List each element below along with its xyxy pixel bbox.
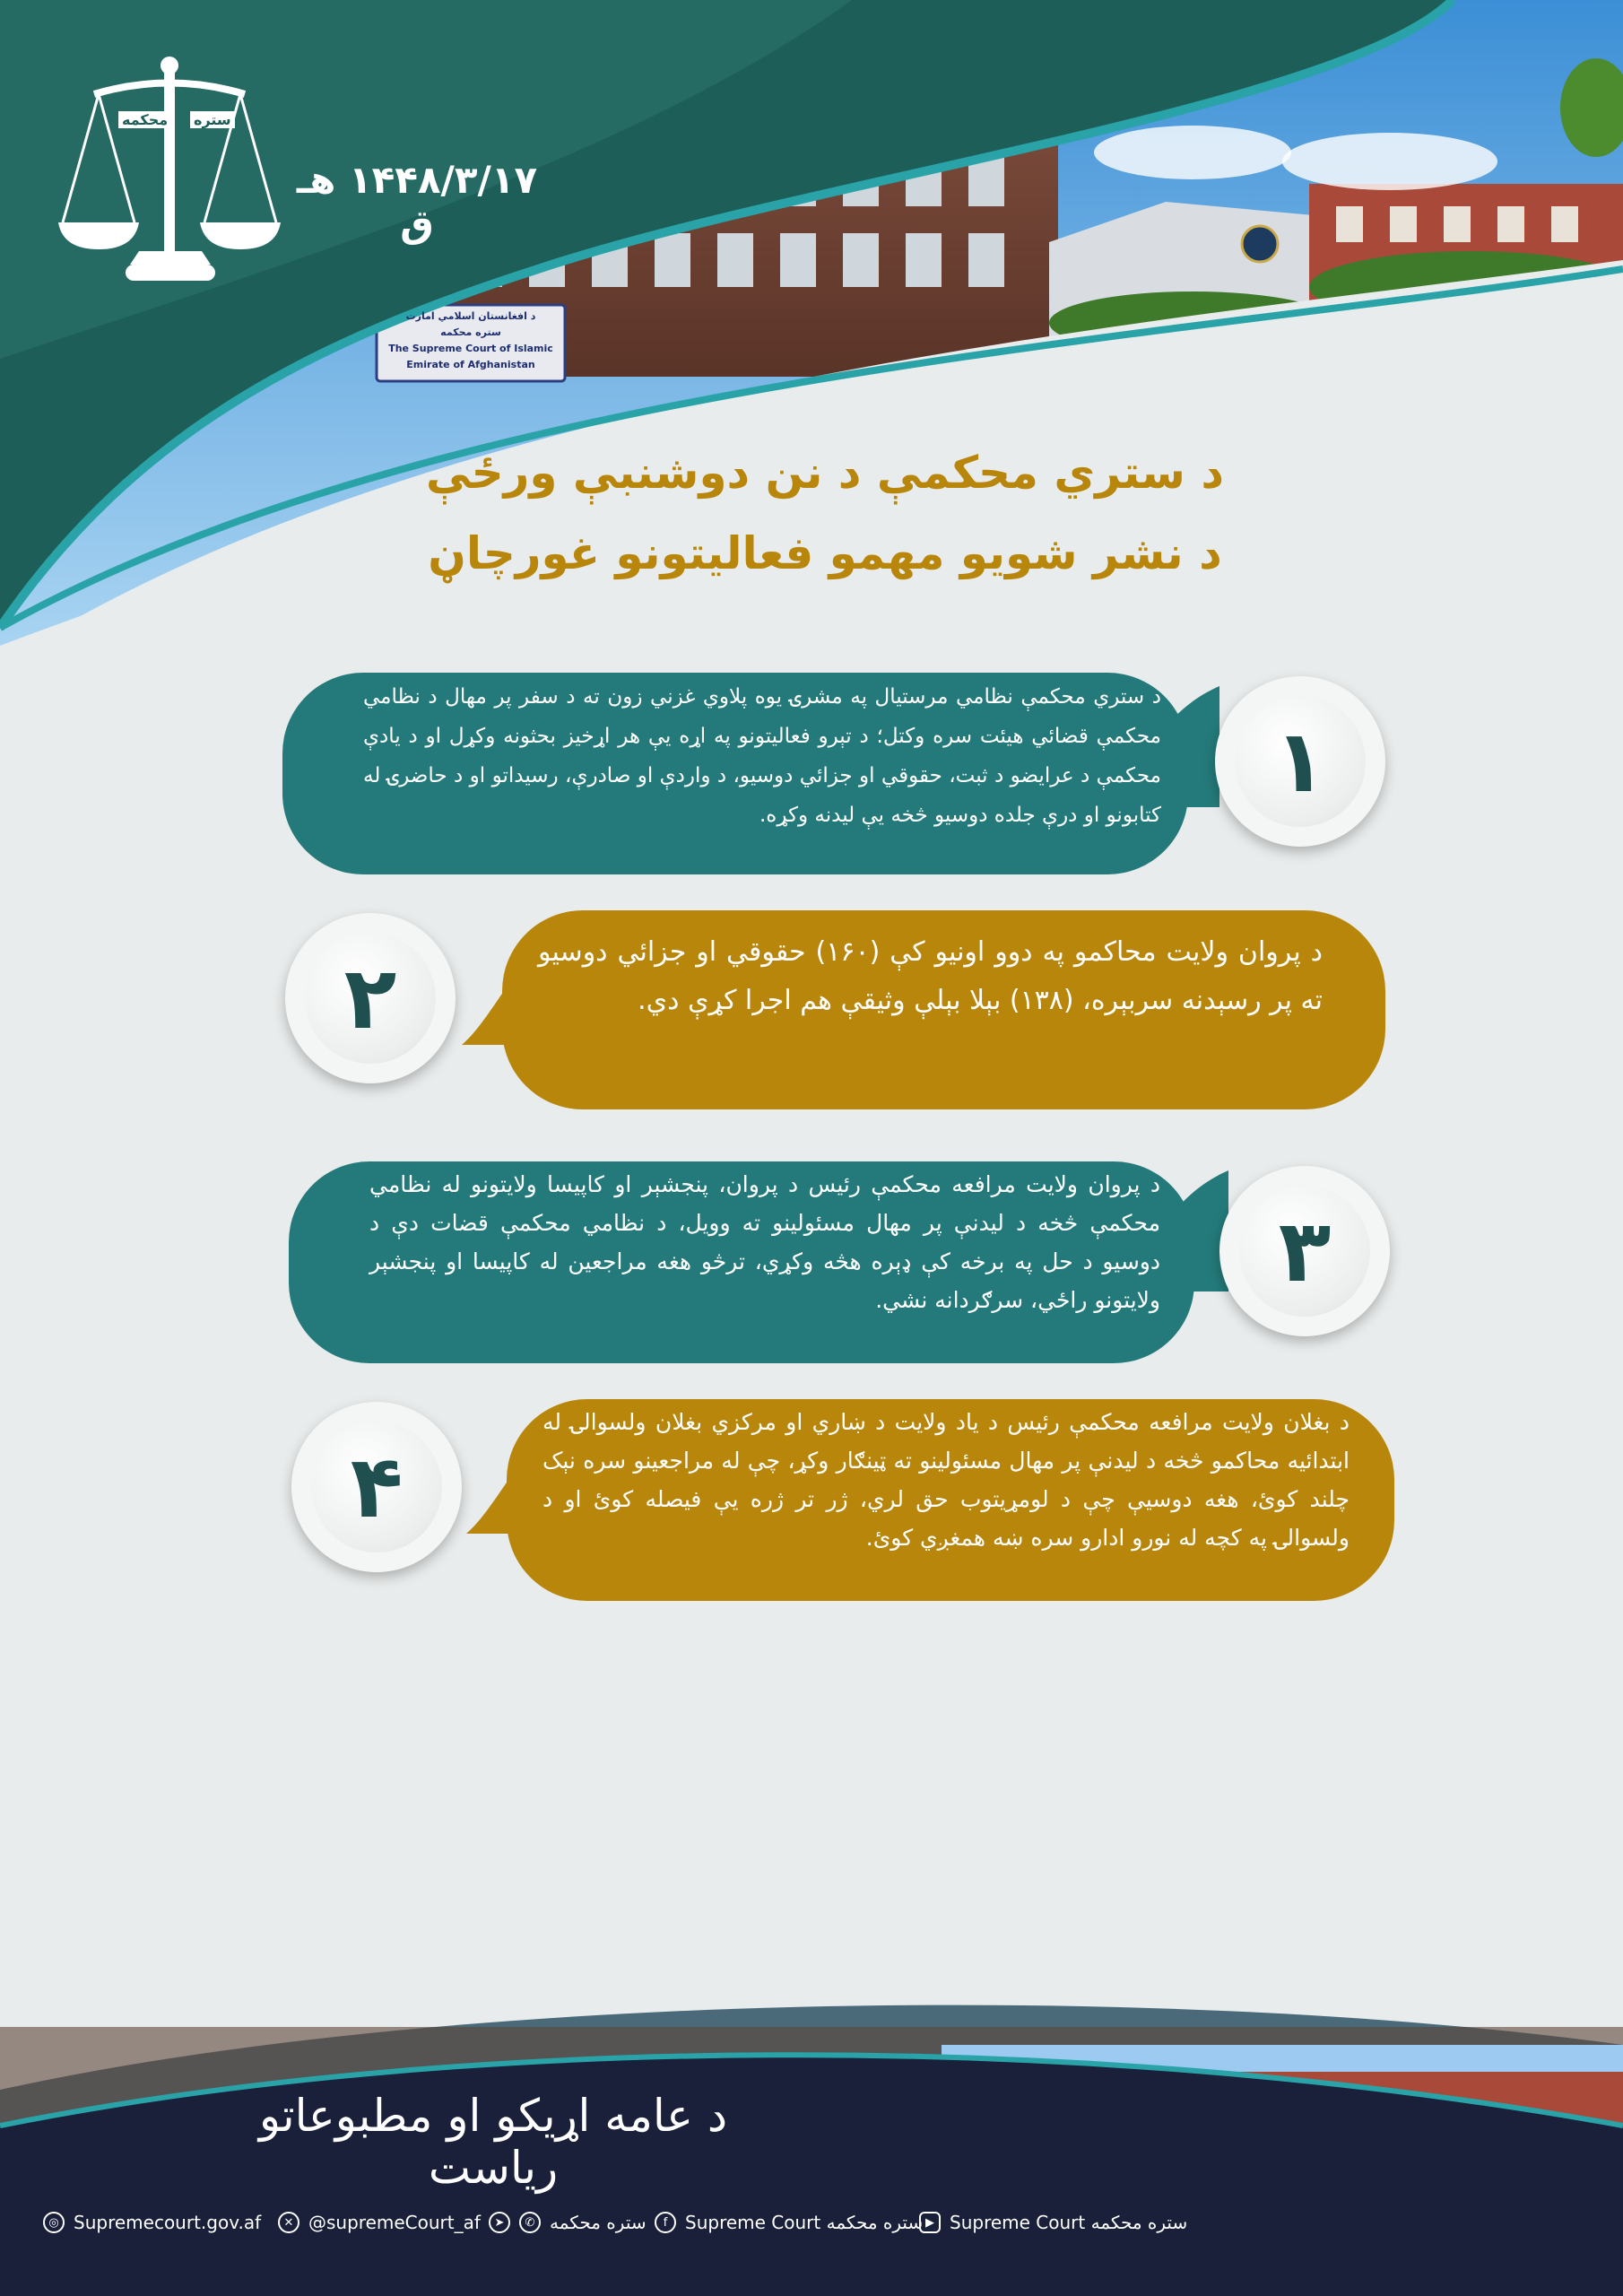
x-link[interactable] [278,2206,481,2239]
number-label: ۱ [1235,696,1366,827]
youtube-icon: ▶ [919,2212,941,2233]
sign-line: Emirate of Afghanistan [406,359,535,370]
facebook-link[interactable] [655,2206,923,2239]
number-label: ۲ [305,933,436,1064]
department-calligraphy: د عامه اړیکو او مطبوعاتو ریاست [258,2090,728,2194]
logo-label-right: ستره [190,111,235,128]
news-item-1 [282,673,1188,874]
facebook-text: Supreme Court ستره محکمه [685,2212,924,2233]
sign-line: ستره محکمه [440,326,501,338]
website-text: Supremecourt.gov.af [74,2212,262,2233]
globe-icon: ◎ [43,2212,65,2233]
logo-label-left: محکمه [118,111,171,128]
footer-links [36,2206,1202,2239]
page-title-line-2: د نشر شویو مهمو فعالیتونو غورچاڼ [428,527,1222,579]
news-item-text: د بغلان ولایت مرافعه محکمې رئیس د یاد ولایت د ښاري او مرکزي بغلان ولسوالۍ له ابتدائیه محاکمو څخه د لیدنې پر مهال مسئولینو ته ټینګار وکړ، چې له مراجعینو سره نېک چلند کوئ، هغه دوسیې چې د لومړیتوب حق لري، ژر تر ژره یې فیصله کوئ او د ولسوالۍ په کچه له نورو ادارو سره ښه همغږي کوئ. [542,1409,1350,1551]
x-handle-text: @supremeCourt_af [308,2212,481,2233]
number-badge-2 [285,913,456,1083]
date-label: ۱۴۴۸/۳/۱۷ هـ ق [296,158,538,246]
sign-line: The Supreme Court of Islamic [388,343,553,354]
youtube-link[interactable] [919,2206,1187,2239]
news-item-3 [289,1161,1194,1363]
news-item-4 [507,1399,1394,1601]
messaging-text: ستره محکمه [550,2212,647,2233]
news-item-text: د پروان ولایت مرافعه محکمې رئیس د پروان، پنجشېر او کاپیسا ولایتونو له نظامي محکمې څخه د لیدنې پر مهال مسئولینو ته وویل، د نظامي محکمې قضات دې د دوسیو د حل په برخه کې ډېره هڅه وکړي، ترڅو هغه مراجعین له کاپیسا او پنجشېر ولایتونو راځي، سرګردانه نشي. [369,1171,1160,1313]
sign-line: د افغانستان اسلامي امارت [405,310,536,322]
website-link[interactable] [43,2206,261,2239]
telegram-icon: ➤ [489,2212,510,2233]
number-badge-3 [1219,1166,1390,1336]
facebook-icon: f [655,2212,676,2233]
number-badge-1 [1215,676,1385,847]
news-item-text: د ستري محکمې نظامي مرستیال په مشرۍ یوه پلاوي غزني زون ته د سفر پر مهال د نظامي محکمې قضائي هیئت سره وکتل؛ د تېرو فعالیتونو په اړه یې هر اړخیز بحثونه وکړل او د یادې محکمې د عرایضو د ثبت، حقوقي او جزائي دوسیو، د واردې او صادرې، رسیداتو او د حاضرۍ له کتابونو او درې جلده دوسیو څخه یې لیدنه وکړه. [363,685,1161,827]
news-item-text: د پروان ولایت محاکمو په دوو اونیو کې (۱۶۰) حقوقي او جزائي دوسیو ته پر رسېدنه سربېره، (۱۳۸) بېلا بېلې وثیقې هم اجرا کړې دي. [538,936,1323,1016]
messaging-link[interactable] [489,2206,647,2239]
building-sign [380,309,561,373]
news-item-2 [502,910,1385,1109]
number-badge-4 [291,1402,462,1572]
youtube-text: Supreme Court ستره محکمه [950,2212,1188,2233]
number-label: ۳ [1239,1186,1370,1317]
whatsapp-icon: ✆ [519,2212,541,2233]
page-title-line-1: د ستري محکمې د نن دوشنبې ورځې [425,447,1224,499]
x-icon: ✕ [278,2212,299,2233]
number-label: ۴ [311,1422,442,1552]
